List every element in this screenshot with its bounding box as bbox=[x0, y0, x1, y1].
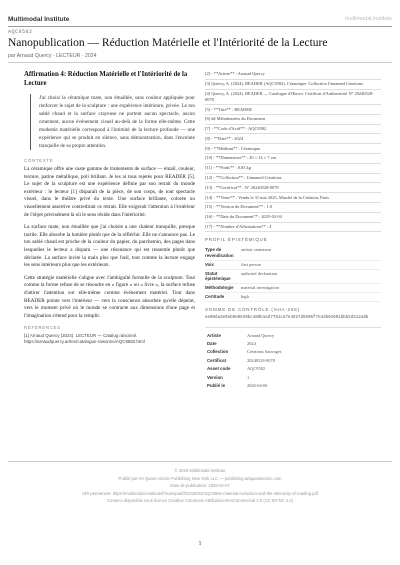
list-item: [5] - **Titre** : READER bbox=[205, 105, 381, 115]
epistemic-profile-table bbox=[205, 246, 381, 302]
footer-copyright: © 2026 Multimodal Institute bbox=[174, 468, 226, 473]
table-row bbox=[205, 260, 381, 269]
footer-license: Contenu disponible sous licence Creative Commons Attribution-NonCommercial 4.0 (CC BY-NC 4.0) bbox=[106, 498, 294, 504]
row-key: Certitude bbox=[205, 293, 241, 302]
sidebar bbox=[205, 70, 381, 391]
list-item: [14] - **Vente** : Vendu le 31 mai 2025, Marché de la Création, Paris bbox=[205, 193, 381, 203]
row-key: Voix bbox=[205, 260, 241, 269]
title-divider bbox=[8, 62, 392, 63]
row-key: Statut épistémique bbox=[205, 269, 241, 283]
reference-list bbox=[205, 70, 381, 232]
article-heading: Affirmation 4: Réduction Matérielle et l'Intériorité de la Lecture bbox=[24, 71, 188, 87]
list-item: [8] - **Date** : 2024 bbox=[205, 134, 381, 144]
document-id: AQC9582 bbox=[8, 29, 33, 35]
list-item: [11] - **Poids** : 0,83 kg bbox=[205, 164, 381, 174]
footer-permanent-uri[interactable]: URI permanent: https://multimodal.institute/fr/nanopub/fr/2026/03/AQC9582-material-reduction-and-the-interiority-of-reading.pdf bbox=[81, 490, 318, 496]
list-item: [4] Quercy, A. (2024). READER — Catalogue d'Œuvre. Certificat d'Authenticité N° 20240528-0078. bbox=[205, 90, 381, 106]
row-value: Arnaud Quercy bbox=[247, 332, 275, 338]
byline: par Arnaud Quercy · LECTEUR · 2024 bbox=[8, 53, 97, 59]
table-row bbox=[205, 284, 381, 293]
list-item: [13] - **Certificat** : N° 20240528-0078 bbox=[205, 183, 381, 193]
list-item: [12] - **Collection** : Unnamed Creations bbox=[205, 174, 381, 184]
row-value: 1 bbox=[247, 374, 250, 380]
page-number: 1 bbox=[198, 541, 202, 547]
row-key: Collection bbox=[207, 349, 229, 355]
list-item: [15] - **Version du Document** : 1.0 bbox=[205, 203, 381, 213]
header-divider bbox=[8, 26, 392, 27]
checksum-heading: SOMME DE CONTRÔLE (SHA-256) bbox=[205, 307, 300, 313]
context-heading: CONTEXTE bbox=[24, 158, 54, 163]
list-item: [3] Quercy, A. (2024). READER (AQC9582). Céramique. Collection Unnamed Creations. bbox=[205, 80, 381, 90]
top-bar bbox=[8, 14, 392, 24]
footer-publisher[interactable]: Publié par Art Quant Atomic Publishing New York LLC — publishing.artquantatomic.com bbox=[118, 475, 282, 481]
table-row bbox=[207, 349, 286, 355]
list-item: [10] - **Dimensions** : 20 × 14 × 7 cm bbox=[205, 154, 381, 164]
row-value: Créations Sauvages bbox=[247, 349, 282, 355]
page-footer bbox=[8, 461, 392, 505]
row-value: material investigation bbox=[241, 284, 381, 293]
list-item: [16] - **Date du Document** : 2025-02-04 bbox=[205, 213, 381, 223]
site-name[interactable]: Multimodal Institute bbox=[8, 15, 70, 23]
site-domain[interactable]: multimodal.institute bbox=[344, 16, 392, 22]
row-value: 20240528-0078 bbox=[247, 357, 275, 363]
page-title: Nanopublication — Réduction Matérielle et l'Intériorité de la Lecture bbox=[8, 37, 328, 49]
row-value: 2024 bbox=[247, 341, 256, 347]
row-key: Asset code bbox=[207, 366, 231, 372]
paragraph: Cette stratégie matérielle s'aligne avec l'ambiguïté formelle de la sculpture. Tout comme la forme refuse de se résoudre en « figure » ou « livre », la surface refuse d'attirer l'attention sur elle-même comme événement matériel. Tout dans READER pointe vers l'intérieur — vers la conscience absorbée qu'elle dépeint, vers le moment privé où le monde se contracte aux dimensions d'une page et l'imagination s'étend pour la remplir. bbox=[24, 274, 195, 319]
abstract-block bbox=[30, 94, 195, 150]
row-key: Date bbox=[207, 341, 217, 347]
main-column bbox=[24, 70, 195, 345]
row-key: Méthodologie bbox=[205, 284, 241, 293]
article-body bbox=[24, 166, 195, 320]
artwork-info-box bbox=[205, 327, 381, 392]
row-value: AQC9582 bbox=[247, 366, 266, 372]
footer-publication-date: Date de publication: 2026-04-07 bbox=[170, 483, 230, 489]
table-row bbox=[205, 293, 381, 302]
row-key: Publié le bbox=[207, 383, 226, 389]
row-value: artistic statement bbox=[241, 246, 381, 260]
row-value: 2026-04-06 bbox=[247, 383, 268, 389]
list-item: [17] - **Nombre d'Affirmations** : 4 bbox=[205, 223, 381, 233]
paragraph: La céramique offre une vaste gamme de traitements de surface — émail, couleur, texture, patine métallique, poli brillant. Je les ai tous rejetés pour READER [5]. Le sujet de la sculpture est une expérience définie par son retrait du monde extérieur : le lecteur [1] disparaît de la pièce, de son corps, de tout spectacle visuel, dans le théâtre privé du texte. Une surface brillante, colorée ou visuellement assertive contredirait ce retrait. Elle exigerait l'attention à l'extérieur de l'objet précisément là où le sens réside dans l'intériorité. bbox=[24, 166, 195, 218]
list-item: [7] - **Code d'Actif** : AQC9582 bbox=[205, 125, 381, 135]
row-key: Artiste bbox=[207, 332, 221, 338]
table-row bbox=[205, 246, 381, 260]
table-row bbox=[207, 333, 286, 339]
row-value: first person bbox=[241, 260, 381, 269]
paragraph: La surface mate, non émaillée que j'ai choisie a une chaleur tranquille, presque tactile. Elle absorbe la lumière plutôt que de la réfléchir. Elle ne s'annonce pas. Le ton sablé chaud est proche de la couleur du papier, du parchemin, des pages dans lesquelles le lecteur a disparu — une résonance qui est ressentie plutôt que déclarée. La surface invite la main plus que l'œil, tout comme la lecture engage les sens intérieurs plus que les extérieurs. bbox=[24, 224, 195, 269]
table-row bbox=[205, 269, 381, 283]
references-heading: RÉFÉRENCES bbox=[24, 325, 61, 331]
list-item: [6] ## Métadonnées du Document bbox=[205, 115, 381, 125]
row-value: authorial declaration bbox=[241, 269, 381, 283]
list-item: [9] - **Medium** : Céramique bbox=[205, 144, 381, 154]
list-item: [2] - **Artiste** : Arnaud Quercy bbox=[205, 70, 381, 80]
row-key: Type de revendication bbox=[205, 246, 241, 260]
row-key: Certificat bbox=[207, 357, 227, 363]
checksum-value: ee09da3e9eb9e0539bc489b1ed7761ca7e4527d5505f7e43b91601bb52d412a8b bbox=[205, 316, 369, 321]
epistemic-profile-heading: PROFIL ÉPISTÉMIQUE bbox=[205, 237, 268, 243]
table-row bbox=[207, 375, 286, 381]
abstract-text: J'ai choisi la céramique mate, non émaillée, sans couleur appliquée pour renforcer le sujet de la sculpture : une expérience intérieure, privée. Le ton sablé chaud et la surface crayeuse ne portent aucun spectacle, aucun ornement, aucun événement visuel au-delà de la forme elle-même. Cette modestie matérielle correspond à l'intimité de la lecture profonde — une expérience qui se produit en silence, sans démonstration, dans l'enceinte tranquille de sa propre attention. bbox=[39, 95, 195, 149]
table-row bbox=[207, 358, 286, 364]
table-row bbox=[207, 383, 286, 389]
row-key: Version bbox=[207, 374, 223, 380]
table-row bbox=[207, 366, 286, 372]
table-row bbox=[207, 341, 286, 347]
artwork-info-table bbox=[205, 331, 288, 392]
row-value: high bbox=[241, 293, 381, 302]
reference-item[interactable]: [1] Arnaud Quercy (2024). LECTEUR — Catalog raisonné. https://arnaudquercy.art/en/catalogue-raisonne/AQC9582.html bbox=[24, 333, 145, 345]
